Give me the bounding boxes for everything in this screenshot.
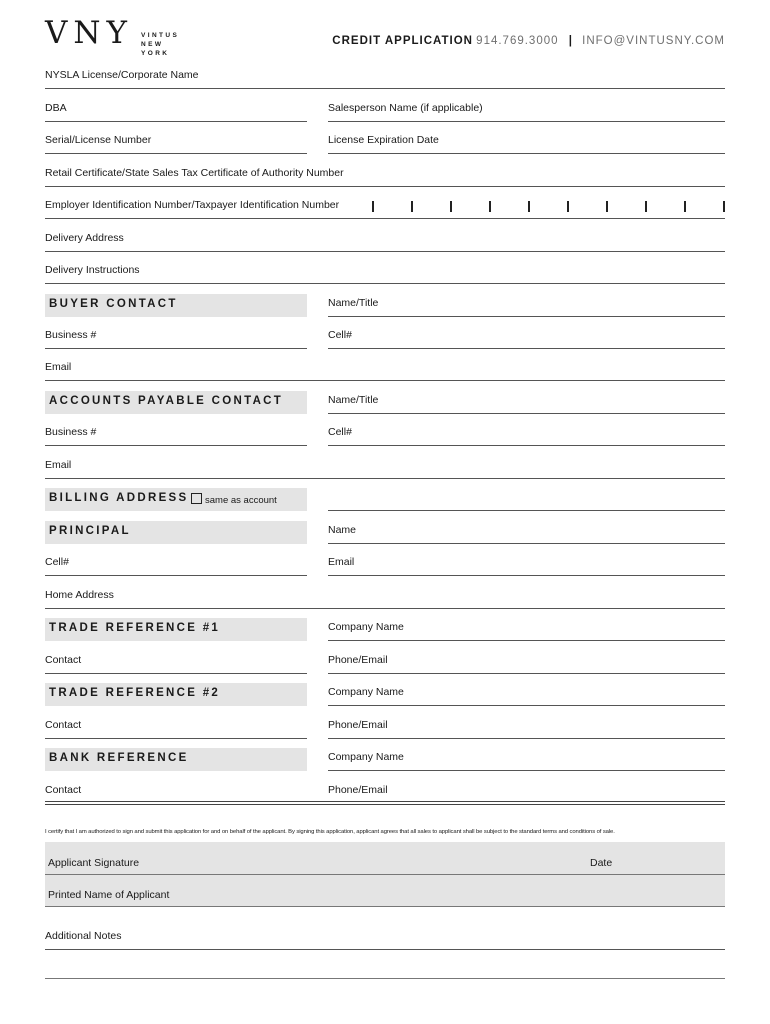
trade-ref-2-contact-label: Contact [45,719,82,731]
principal-name-field[interactable] [328,521,725,544]
delivery-instructions-label: Delivery Instructions [45,264,140,276]
nysla-field[interactable] [45,66,725,89]
buyer-contact-section [45,294,307,317]
principal-home-address-label: Home Address [45,589,114,601]
ein-digit-boxes[interactable] [372,198,725,214]
logo-subtitle [141,31,179,58]
billing-address-title: BILLING ADDRESS [49,492,189,504]
ein-tick [567,201,569,212]
buyer-business-field[interactable] [45,326,307,349]
same-as-account-option[interactable] [191,493,277,506]
buyer-name-title-field[interactable] [328,294,725,317]
header-title-line [332,35,725,47]
bank-ref-section [45,748,307,771]
trade-ref-1-contact-label: Contact [45,654,82,666]
ein-field[interactable] [45,196,725,219]
trade-ref-1-title: TRADE REFERENCE #1 [49,622,221,634]
principal-cell-label: Cell# [45,556,69,568]
retail-cert-field[interactable] [45,164,725,187]
divider-double-top [45,801,725,802]
ap-name-title-label: Name/Title [328,394,379,406]
buyer-cell-label: Cell# [328,329,352,341]
principal-section [45,521,307,544]
serial-field[interactable] [45,131,307,154]
ap-cell-label: Cell# [328,426,352,438]
buyer-email-label: Email [45,361,72,373]
ein-tick [606,201,608,212]
vny-logo [45,15,180,57]
ein-tick [489,201,491,212]
divider-double-bottom [45,804,725,805]
trade-ref-2-phone-field[interactable] [328,716,725,739]
trade-ref-1-section [45,618,307,641]
ap-cell-field[interactable] [328,423,725,446]
buyer-business-label: Business # [45,329,97,341]
trade-ref-1-contact-field[interactable] [45,651,307,674]
trade-ref-2-section [45,683,307,706]
header-separator: | [568,35,572,47]
same-as-account-label: same as account [205,495,277,506]
certification-text: I certify that I am authorized to sign and submit this application for and on behalf of the applicant. By signing this application, applicant agrees that all sales to applicant shall be subject to the standard terms and conditions of sale. [45,829,615,835]
trade-ref-2-title: TRADE REFERENCE #2 [49,687,221,699]
printed-name-label: Printed Name of Applicant [48,889,170,901]
bank-ref-contact-field[interactable] [45,781,307,803]
ap-email-field[interactable] [45,456,725,479]
delivery-address-field[interactable] [45,229,725,252]
license-exp-label: License Expiration Date [328,134,439,146]
billing-address-field[interactable] [328,488,725,511]
trade-ref-2-phone-label: Phone/Email [328,719,388,731]
header-phone: 914.769.3000 [476,35,559,47]
ein-tick [684,201,686,212]
ap-contact-section [45,391,307,414]
salesperson-label: Salesperson Name (if applicable) [328,102,483,114]
additional-notes-field[interactable] [45,927,725,950]
bank-ref-phone-label: Phone/Email [328,784,388,796]
additional-notes-line[interactable] [45,978,725,979]
trade-ref-1-phone-field[interactable] [328,651,725,674]
license-exp-field[interactable] [328,131,725,154]
ap-business-field[interactable] [45,423,307,446]
ein-tick [645,201,647,212]
page-title: CREDIT APPLICATION [332,35,473,47]
logo-sub-vintus: VINTUS [141,32,180,39]
printed-name-field[interactable] [45,875,725,907]
ap-business-label: Business # [45,426,97,438]
principal-title: PRINCIPAL [49,525,131,537]
dba-label: DBA [45,102,67,114]
bank-ref-contact-label: Contact [45,784,82,796]
ein-tick [372,201,374,212]
bank-ref-phone-field[interactable] [328,781,725,803]
same-as-account-checkbox[interactable] [191,493,202,504]
principal-name-label: Name [328,524,357,536]
bank-ref-title: BANK REFERENCE [49,752,189,764]
principal-email-label: Email [328,556,355,568]
ein-tick [411,201,413,212]
trade-ref-1-company-label: Company Name [328,621,404,633]
trade-ref-2-company-label: Company Name [328,686,404,698]
principal-email-field[interactable] [328,553,725,576]
bank-ref-company-field[interactable] [328,748,725,771]
trade-ref-1-company-field[interactable] [328,618,725,641]
delivery-instructions-field[interactable] [45,261,725,284]
buyer-email-field[interactable] [45,358,725,381]
ap-name-title-field[interactable] [328,391,725,414]
ein-label: Employer Identification Number/Taxpayer Identification Number [45,199,340,211]
ap-contact-title: ACCOUNTS PAYABLE CONTACT [49,395,284,407]
buyer-name-title-label: Name/Title [328,297,379,309]
principal-home-address-field[interactable] [45,586,725,609]
logo-mark: VNY [45,15,133,51]
bank-ref-company-label: Company Name [328,751,404,763]
ein-tick [528,201,530,212]
buyer-cell-field[interactable] [328,326,725,349]
delivery-address-label: Delivery Address [45,232,124,244]
header [45,14,725,57]
billing-address-section [45,488,307,511]
trade-ref-2-company-field[interactable] [328,683,725,706]
header-email: INFO@VINTUSNY.COM [582,35,725,47]
principal-cell-field[interactable] [45,553,307,576]
salesperson-field[interactable] [328,99,725,122]
applicant-signature-label: Applicant Signature [48,857,140,869]
retail-cert-label: Retail Certificate/State Sales Tax Certificate of Authority Number [45,167,344,179]
ap-email-label: Email [45,459,72,471]
trade-ref-1-phone-label: Phone/Email [328,654,388,666]
logo-sub-newyork: NEW YORK [141,41,170,57]
trade-ref-2-contact-field[interactable] [45,716,307,739]
ein-tick [450,201,452,212]
dba-field[interactable] [45,99,307,122]
buyer-contact-title: BUYER CONTACT [49,298,178,310]
signature-date-label: Date [590,857,613,869]
serial-label: Serial/License Number [45,134,152,146]
additional-notes-label: Additional Notes [45,930,122,942]
ein-tick [723,201,725,212]
nysla-label: NYSLA License/Corporate Name [45,69,199,81]
applicant-signature-field[interactable] [45,842,725,875]
